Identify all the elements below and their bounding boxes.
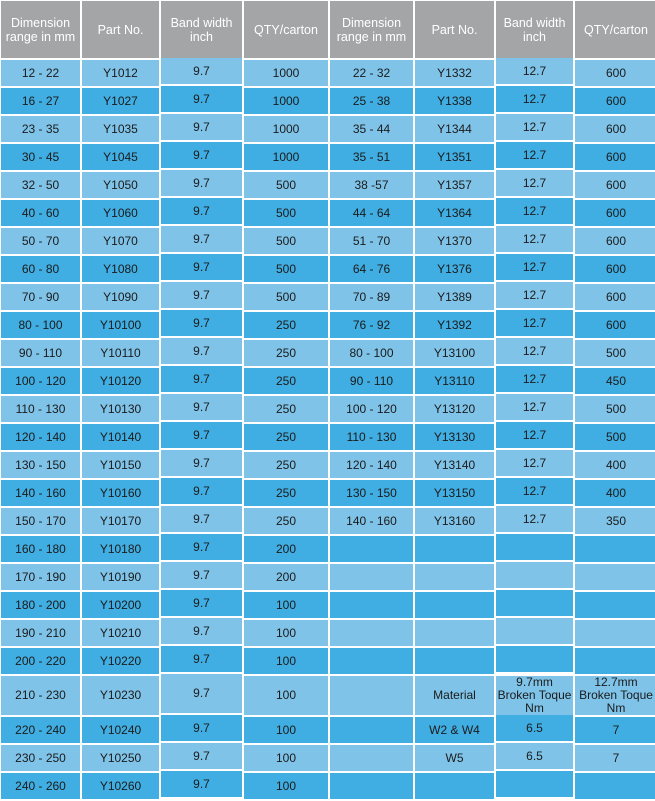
- cell-dimension-range: 80 - 100: [1, 312, 80, 338]
- cell-band-width: 9.7: [161, 310, 242, 336]
- cell-part-no: Y1357: [415, 172, 494, 198]
- table-row: [1, 745, 655, 771]
- table-row: [1, 284, 655, 310]
- cell-band-width: 9.7: [161, 771, 242, 797]
- cell-dimension-range: 90 - 110: [330, 368, 413, 394]
- cell-dimension-range: 110 - 130: [1, 396, 80, 422]
- table-row: [1, 480, 655, 506]
- cell-qty-carton: 600: [575, 116, 655, 142]
- cell-dimension-range: 210 - 230: [1, 676, 80, 715]
- cell-band-width: 9.7: [161, 422, 242, 448]
- cell-band-width: 12.7: [496, 170, 573, 196]
- cell-part-no: W5: [415, 745, 494, 771]
- cell-dimension-range: 60 - 80: [1, 256, 80, 282]
- cell-band-width: 12.7: [496, 254, 573, 280]
- cell-part-no: [415, 592, 494, 618]
- cell-qty-carton: 100: [244, 773, 328, 799]
- cell-qty-carton: 12.7mm Broken Toque Nm: [575, 676, 655, 715]
- cell-band-width: 12.7: [496, 142, 573, 168]
- cell-qty-carton: 450: [575, 368, 655, 394]
- cell-dimension-range: [330, 592, 413, 618]
- cell-band-width: 9.7: [161, 254, 242, 280]
- cell-dimension-range: 90 - 110: [1, 340, 80, 366]
- cell-dimension-range: 170 - 190: [1, 564, 80, 590]
- cell-dimension-range: 150 - 170: [1, 508, 80, 534]
- cell-band-width: 12.7: [496, 86, 573, 112]
- cell-dimension-range: 120 - 140: [1, 424, 80, 450]
- cell-qty-carton: 600: [575, 284, 655, 310]
- cell-dimension-range: 120 - 140: [330, 452, 413, 478]
- cell-qty-carton: 7: [575, 717, 655, 743]
- cell-part-no: Y13160: [415, 508, 494, 534]
- cell-qty-carton: 500: [244, 256, 328, 282]
- cell-band-width: 12.7: [496, 198, 573, 224]
- cell-qty-carton: 1000: [244, 116, 328, 142]
- cell-dimension-range: 70 - 89: [330, 284, 413, 310]
- table-row: [1, 620, 655, 646]
- cell-part-no: Y10240: [82, 717, 159, 743]
- cell-part-no: Y1392: [415, 312, 494, 338]
- cell-part-no: Y13100: [415, 340, 494, 366]
- cell-dimension-range: 35 - 44: [330, 116, 413, 142]
- table-row: [1, 200, 655, 226]
- header-band-width: Band width inch: [161, 1, 242, 58]
- cell-dimension-range: 200 - 220: [1, 648, 80, 674]
- cell-part-no: Y10150: [82, 452, 159, 478]
- cell-part-no: Y10210: [82, 620, 159, 646]
- cell-band-width: 12.7: [496, 114, 573, 140]
- cell-band-width: 9.7: [161, 86, 242, 112]
- cell-qty-carton: 600: [575, 144, 655, 170]
- cell-part-no: Y10260: [82, 773, 159, 799]
- cell-qty-carton: 250: [244, 368, 328, 394]
- cell-band-width: 9.7: [161, 394, 242, 420]
- cell-dimension-range: 70 - 90: [1, 284, 80, 310]
- cell-band-width: 9.7: [161, 743, 242, 769]
- cell-qty-carton: 500: [575, 396, 655, 422]
- cell-dimension-range: 40 - 60: [1, 200, 80, 226]
- cell-band-width: 9.7: [161, 590, 242, 616]
- cell-part-no: Y1027: [82, 88, 159, 114]
- cell-qty-carton: 600: [575, 256, 655, 282]
- cell-dimension-range: 51 - 70: [330, 228, 413, 254]
- header-qty-carton-2: QTY/carton: [575, 1, 655, 58]
- cell-dimension-range: 80 - 100: [330, 340, 413, 366]
- cell-part-no: Material: [415, 676, 494, 715]
- cell-dimension-range: 38 -57: [330, 172, 413, 198]
- cell-qty-carton: 500: [575, 424, 655, 450]
- table-row: [1, 717, 655, 743]
- cell-qty-carton: 600: [575, 200, 655, 226]
- cell-band-width: 12.7: [496, 394, 573, 420]
- cell-qty-carton: 7: [575, 745, 655, 771]
- cell-dimension-range: 100 - 120: [1, 368, 80, 394]
- cell-qty-carton: 350: [575, 508, 655, 534]
- cell-dimension-range: [330, 620, 413, 646]
- cell-part-no: Y1351: [415, 144, 494, 170]
- cell-dimension-range: 100 - 120: [330, 396, 413, 422]
- cell-dimension-range: 230 - 250: [1, 745, 80, 771]
- cell-part-no: Y10170: [82, 508, 159, 534]
- cell-dimension-range: [330, 773, 413, 799]
- table-row: [1, 676, 655, 715]
- cell-qty-carton: 600: [575, 228, 655, 254]
- cell-part-no: Y13120: [415, 396, 494, 422]
- cell-part-no: Y1070: [82, 228, 159, 254]
- table-body: [1, 60, 655, 799]
- header-part-no: Part No.: [82, 1, 159, 58]
- cell-band-width: 9.7: [161, 450, 242, 476]
- header-row: [1, 1, 655, 58]
- cell-part-no: Y10160: [82, 480, 159, 506]
- table-row: [1, 424, 655, 450]
- cell-band-width: 12.7: [496, 282, 573, 308]
- cell-dimension-range: 110 - 130: [330, 424, 413, 450]
- cell-band-width: [496, 534, 573, 560]
- cell-band-width: [496, 646, 573, 672]
- table-row: [1, 564, 655, 590]
- cell-qty-carton: 1000: [244, 144, 328, 170]
- cell-band-width: 9.7: [161, 58, 242, 84]
- cell-part-no: Y1080: [82, 256, 159, 282]
- cell-dimension-range: 25 - 38: [330, 88, 413, 114]
- cell-band-width: 9.7: [161, 674, 242, 713]
- cell-band-width: 9.7: [161, 142, 242, 168]
- cell-band-width: [496, 562, 573, 588]
- cell-part-no: Y1376: [415, 256, 494, 282]
- table-row: [1, 452, 655, 478]
- cell-qty-carton: [575, 592, 655, 618]
- cell-band-width: 9.7: [161, 366, 242, 392]
- table-row: [1, 312, 655, 338]
- cell-band-width: 9.7: [161, 618, 242, 644]
- cell-part-no: [415, 773, 494, 799]
- cell-qty-carton: 250: [244, 396, 328, 422]
- cell-part-no: [415, 564, 494, 590]
- table-row: [1, 648, 655, 674]
- cell-part-no: [415, 620, 494, 646]
- cell-qty-carton: 500: [244, 228, 328, 254]
- cell-part-no: Y10140: [82, 424, 159, 450]
- cell-band-width: 9.7: [161, 338, 242, 364]
- header-part-no-2: Part No.: [415, 1, 494, 58]
- cell-part-no: Y13150: [415, 480, 494, 506]
- cell-dimension-range: [330, 648, 413, 674]
- cell-qty-carton: 100: [244, 620, 328, 646]
- cell-dimension-range: 35 - 51: [330, 144, 413, 170]
- cell-band-width: 9.7: [161, 226, 242, 252]
- cell-band-width: [496, 771, 573, 797]
- cell-dimension-range: 76 - 92: [330, 312, 413, 338]
- cell-dimension-range: 140 - 160: [330, 508, 413, 534]
- cell-qty-carton: 500: [244, 172, 328, 198]
- cell-band-width: 12.7: [496, 338, 573, 364]
- cell-qty-carton: 600: [575, 60, 655, 86]
- table-row: [1, 773, 655, 799]
- cell-band-width: 9.7: [161, 114, 242, 140]
- cell-part-no: [415, 648, 494, 674]
- cell-part-no: [415, 536, 494, 562]
- table-row: [1, 368, 655, 394]
- cell-band-width: 9.7: [161, 478, 242, 504]
- cell-dimension-range: 44 - 64: [330, 200, 413, 226]
- cell-band-width: [496, 590, 573, 616]
- cell-band-width: 12.7: [496, 58, 573, 84]
- cell-qty-carton: 100: [244, 648, 328, 674]
- cell-qty-carton: 100: [244, 676, 328, 715]
- cell-dimension-range: 190 - 210: [1, 620, 80, 646]
- cell-qty-carton: 600: [575, 88, 655, 114]
- cell-qty-carton: 200: [244, 536, 328, 562]
- cell-part-no: Y1338: [415, 88, 494, 114]
- cell-qty-carton: [575, 536, 655, 562]
- cell-band-width: 12.7: [496, 226, 573, 252]
- cell-part-no: Y1035: [82, 116, 159, 142]
- cell-dimension-range: 12 - 22: [1, 60, 80, 86]
- table-row: [1, 144, 655, 170]
- cell-qty-carton: 250: [244, 312, 328, 338]
- cell-band-width: 12.7: [496, 478, 573, 504]
- cell-part-no: Y1344: [415, 116, 494, 142]
- cell-dimension-range: 16 - 27: [1, 88, 80, 114]
- cell-dimension-range: 64 - 76: [330, 256, 413, 282]
- cell-part-no: Y13140: [415, 452, 494, 478]
- cell-dimension-range: 140 - 160: [1, 480, 80, 506]
- cell-qty-carton: [575, 620, 655, 646]
- cell-part-no: Y1012: [82, 60, 159, 86]
- cell-dimension-range: 130 - 150: [1, 452, 80, 478]
- cell-part-no: Y10120: [82, 368, 159, 394]
- cell-band-width: 12.7: [496, 450, 573, 476]
- header-dimension-range-2: Dimension range in mm: [330, 1, 413, 58]
- cell-part-no: Y13110: [415, 368, 494, 394]
- cell-band-width: 12.7: [496, 506, 573, 532]
- cell-part-no: Y10220: [82, 648, 159, 674]
- cell-band-width: 9.7: [161, 170, 242, 196]
- cell-band-width: 12.7: [496, 310, 573, 336]
- cell-part-no: Y1090: [82, 284, 159, 310]
- cell-band-width: 9.7mm Broken Toque Nm: [497, 675, 572, 715]
- cell-qty-carton: 100: [244, 745, 328, 771]
- table-row: [1, 116, 655, 142]
- cell-part-no: Y1060: [82, 200, 159, 226]
- cell-dimension-range: 32 - 50: [1, 172, 80, 198]
- cell-qty-carton: 600: [575, 172, 655, 198]
- cell-part-no: Y10250: [82, 745, 159, 771]
- cell-qty-carton: 100: [244, 592, 328, 618]
- cell-part-no: Y10230: [82, 676, 159, 715]
- table-row: [1, 228, 655, 254]
- cell-qty-carton: 200: [244, 564, 328, 590]
- cell-part-no: Y10180: [82, 536, 159, 562]
- cell-qty-carton: 250: [244, 508, 328, 534]
- cell-qty-carton: 250: [244, 452, 328, 478]
- cell-band-width: 9.7: [161, 646, 242, 672]
- cell-dimension-range: [330, 536, 413, 562]
- table-row: [1, 88, 655, 114]
- table-row: [1, 536, 655, 562]
- cell-qty-carton: 500: [244, 200, 328, 226]
- table-row: [1, 256, 655, 282]
- cell-band-width: 9.7: [161, 715, 242, 741]
- cell-dimension-range: 180 - 200: [1, 592, 80, 618]
- cell-part-no: Y13130: [415, 424, 494, 450]
- cell-qty-carton: 250: [244, 480, 328, 506]
- cell-qty-carton: 250: [244, 340, 328, 366]
- header-qty-carton: QTY/carton: [244, 1, 328, 58]
- cell-part-no: Y1389: [415, 284, 494, 310]
- cell-dimension-range: 23 - 35: [1, 116, 80, 142]
- table-row: [1, 60, 655, 86]
- table-row: [1, 172, 655, 198]
- cell-band-width: 9.7: [161, 506, 242, 532]
- table-row: [1, 592, 655, 618]
- cell-dimension-range: 240 - 260: [1, 773, 80, 799]
- cell-qty-carton: [575, 773, 655, 799]
- cell-part-no: Y10130: [82, 396, 159, 422]
- cell-band-width: 9.7: [161, 198, 242, 224]
- cell-qty-carton: 1000: [244, 88, 328, 114]
- cell-qty-carton: [575, 564, 655, 590]
- cell-band-width: [496, 618, 573, 644]
- cell-dimension-range: 220 - 240: [1, 717, 80, 743]
- cell-part-no: Y1332: [415, 60, 494, 86]
- cell-band-width: 9.7: [161, 282, 242, 308]
- cell-part-no: W2 & W4: [415, 717, 494, 743]
- cell-part-no: Y1050: [82, 172, 159, 198]
- cell-qty-carton: [575, 648, 655, 674]
- cell-qty-carton: 1000: [244, 60, 328, 86]
- cell-dimension-range: [330, 564, 413, 590]
- cell-qty-carton: 100: [244, 717, 328, 743]
- table-row: [1, 340, 655, 366]
- cell-band-width: 12.7: [496, 422, 573, 448]
- cell-dimension-range: [330, 676, 413, 715]
- cell-part-no: Y10190: [82, 564, 159, 590]
- table-row: [1, 396, 655, 422]
- cell-band-width: 9.7: [161, 534, 242, 560]
- cell-part-no: Y1364: [415, 200, 494, 226]
- cell-qty-carton: 250: [244, 424, 328, 450]
- cell-dimension-range: [330, 745, 413, 771]
- cell-dimension-range: 22 - 32: [330, 60, 413, 86]
- cell-part-no: Y1370: [415, 228, 494, 254]
- cell-band-width: 6.5: [496, 743, 573, 769]
- cell-part-no: Y10110: [82, 340, 159, 366]
- header-band-width-2: Band width inch: [496, 1, 573, 58]
- cell-part-no: Y10100: [82, 312, 159, 338]
- cell-part-no: Y10200: [82, 592, 159, 618]
- cell-qty-carton: 400: [575, 452, 655, 478]
- cell-qty-carton: 500: [244, 284, 328, 310]
- cell-part-no: Y1045: [82, 144, 159, 170]
- table-row: [1, 508, 655, 534]
- cell-dimension-range: 50 - 70: [1, 228, 80, 254]
- cell-qty-carton: 500: [575, 340, 655, 366]
- cell-dimension-range: 160 - 180: [1, 536, 80, 562]
- cell-qty-carton: 400: [575, 480, 655, 506]
- cell-band-width: 12.7: [496, 366, 573, 392]
- cell-dimension-range: [330, 717, 413, 743]
- cell-dimension-range: 130 - 150: [330, 480, 413, 506]
- cell-band-width: 6.5: [496, 715, 573, 741]
- cell-dimension-range: 30 - 45: [1, 144, 80, 170]
- header-dimension-range: Dimension range in mm: [1, 1, 80, 58]
- cell-qty-carton: 600: [575, 312, 655, 338]
- cell-band-width: 9.7: [161, 562, 242, 588]
